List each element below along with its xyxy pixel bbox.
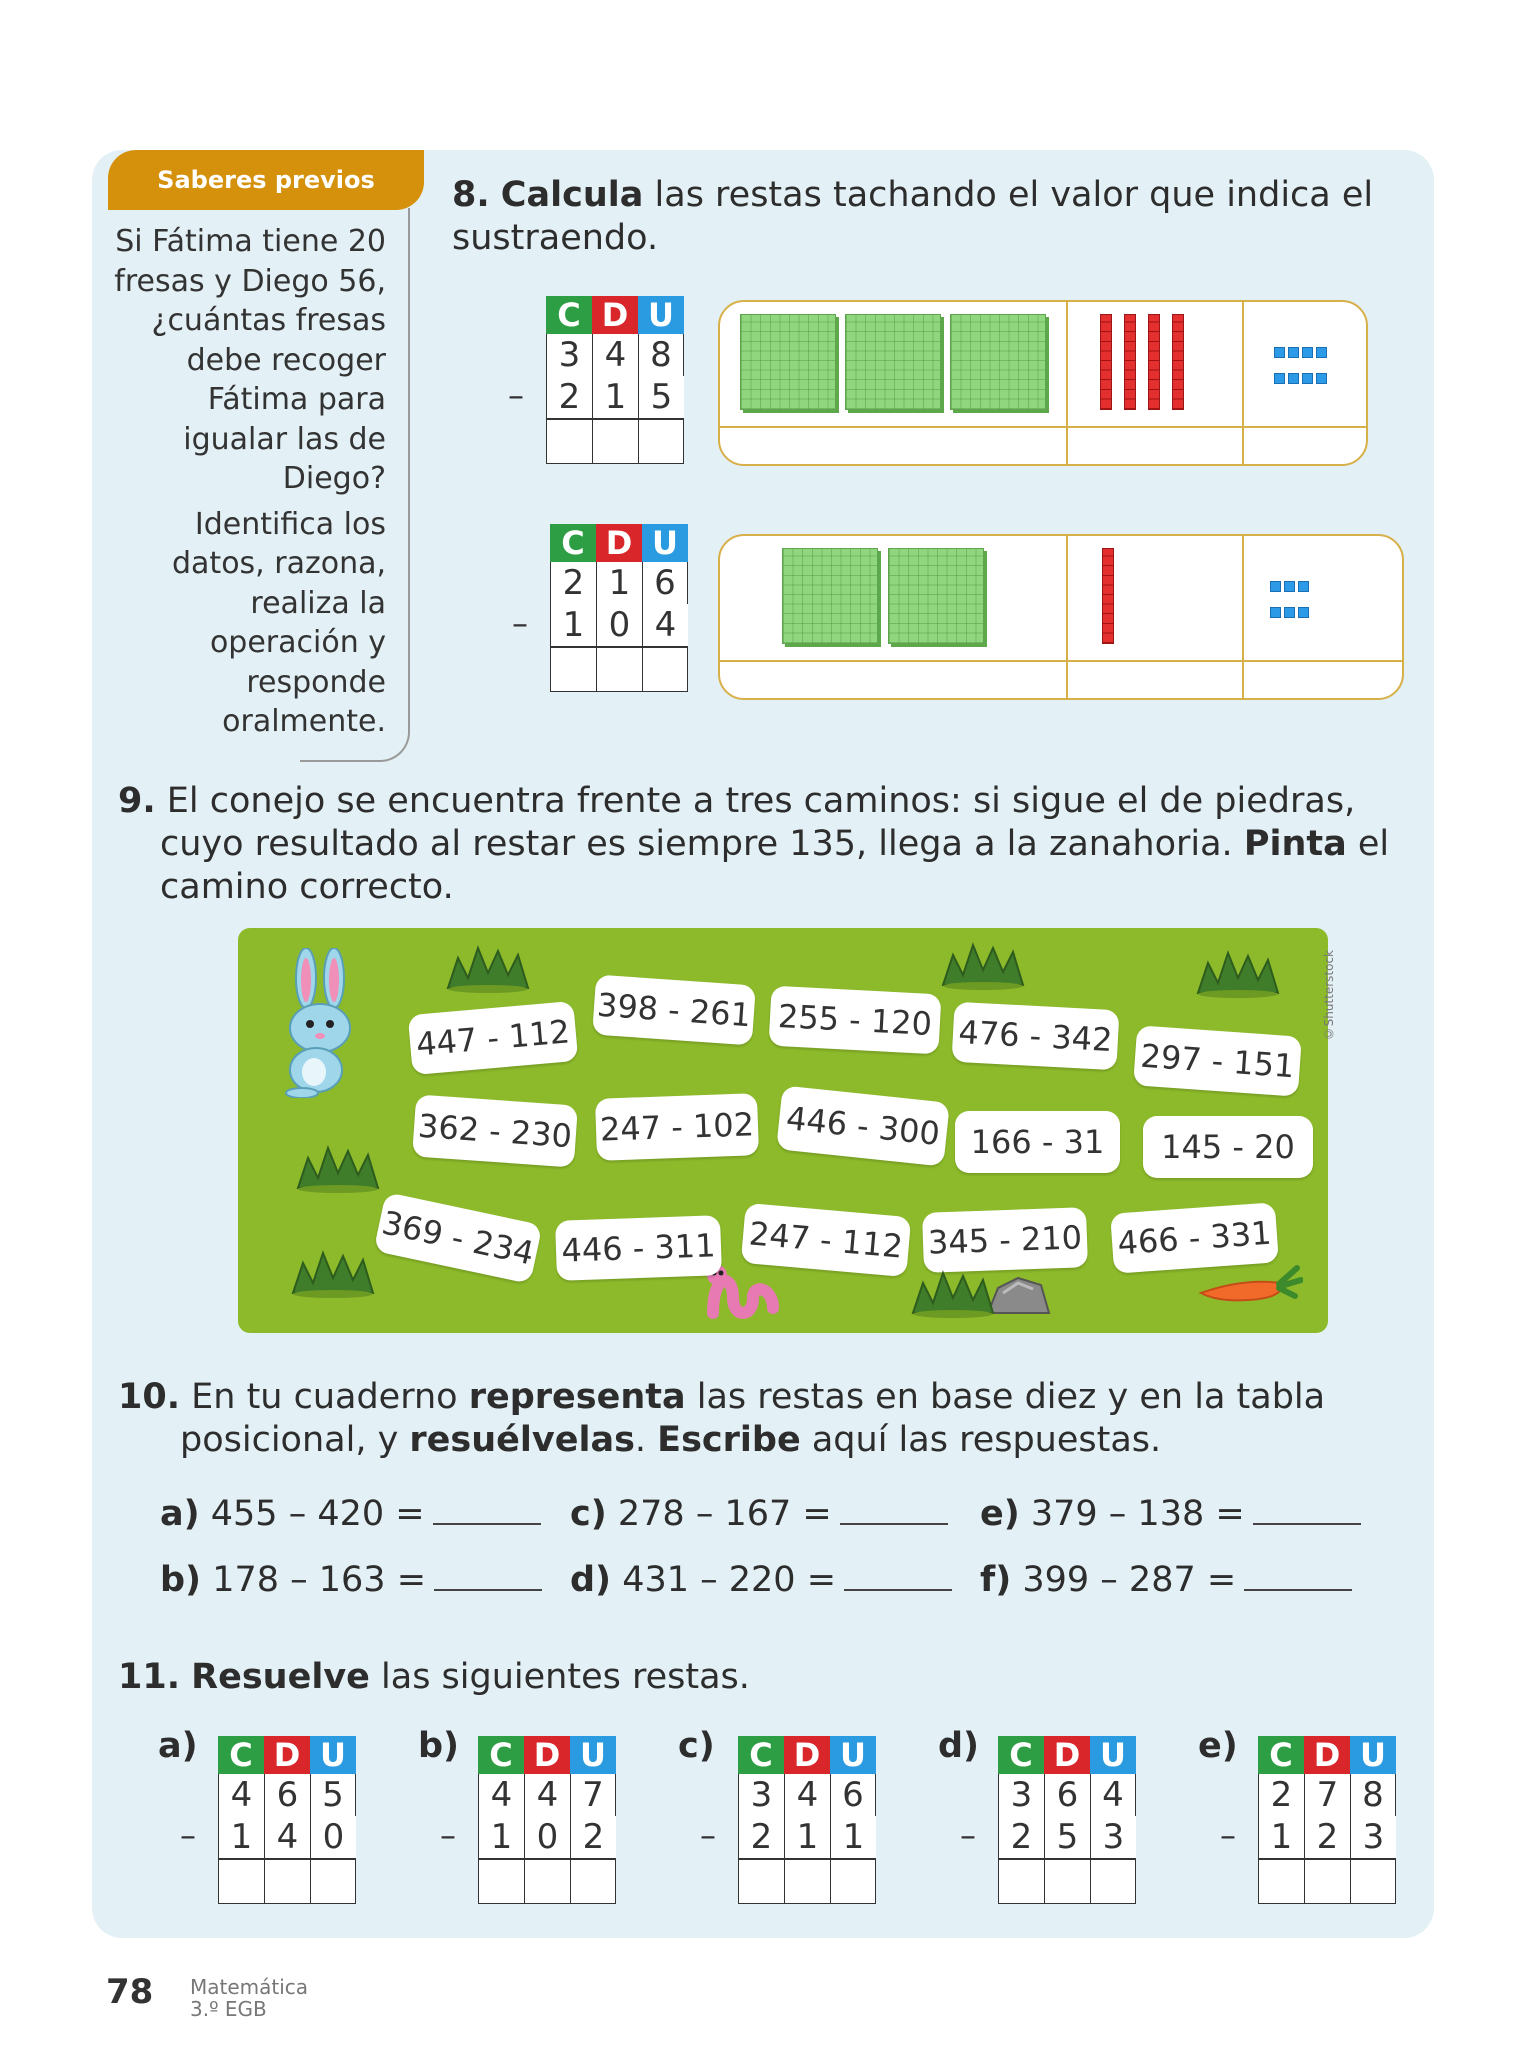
- ten-rod[interactable]: [1102, 548, 1114, 644]
- path-stone[interactable]: 247 - 102: [595, 1093, 759, 1161]
- result-cell[interactable]: [524, 1860, 570, 1904]
- minuend-digit: 4: [218, 1774, 264, 1816]
- bush-icon: [938, 940, 1028, 990]
- unit-cube[interactable]: [1288, 373, 1299, 384]
- unit-cube[interactable]: [1316, 347, 1327, 358]
- ex11-3-cdu-table: [960, 1736, 1136, 1904]
- minus-sign: –: [440, 1816, 456, 1854]
- subtrahend-digit: 1: [784, 1816, 830, 1858]
- ex11-item-letter: a): [158, 1726, 198, 1766]
- minuend-digit: 8: [1350, 1774, 1396, 1816]
- result-cell[interactable]: [830, 1860, 876, 1904]
- unit-cube[interactable]: [1270, 581, 1281, 592]
- minus-sign: –: [512, 604, 528, 642]
- result-cell[interactable]: [218, 1860, 264, 1904]
- item-letter: b): [160, 1560, 202, 1600]
- minuend-digit: 3: [546, 334, 592, 376]
- cdu-header-d: D: [1044, 1736, 1090, 1774]
- subtrahend-digit: 2: [998, 1816, 1044, 1858]
- hundred-flat[interactable]: [782, 548, 878, 644]
- subtraction-item: [980, 1494, 1361, 1534]
- cdu-header-u: U: [1350, 1736, 1396, 1774]
- minuend-digit: 3: [998, 1774, 1044, 1816]
- path-stone[interactable]: 345 - 210: [922, 1207, 1088, 1273]
- cdu-header-u: U: [830, 1736, 876, 1774]
- subtrahend-digit: 2: [738, 1816, 784, 1858]
- image-credit: ©Shutterstock: [1322, 950, 1336, 1041]
- unit-cube[interactable]: [1274, 373, 1285, 384]
- subtrahend-digit: 1: [218, 1816, 264, 1858]
- saberes-question: Si Fátima tiene 20 fresas y Diego 56, ¿cuántas fresas debe recoger Fátima para igualar las de Diego?: [114, 224, 386, 496]
- item-expression: 278 – 167 =: [617, 1494, 832, 1534]
- subtrahend-digit: 3: [1090, 1816, 1136, 1858]
- ex11-title: 11. Resuelve las siguientes restas.: [118, 1657, 750, 1697]
- page-number: 78: [106, 1972, 154, 2012]
- subtrahend-digit: 1: [478, 1816, 524, 1858]
- ten-rod[interactable]: [1100, 314, 1112, 410]
- unit-cube[interactable]: [1298, 581, 1309, 592]
- path-stone[interactable]: 398 - 261: [592, 974, 756, 1045]
- answer-blank[interactable]: [433, 1495, 541, 1525]
- cdu-header-u: U: [638, 296, 684, 334]
- item-expression: 379 – 138 =: [1030, 1494, 1245, 1534]
- saberes-instruction: Identifica los datos, razona, realiza la operación y responde oralmente.: [172, 506, 386, 739]
- cdu-header-c: C: [478, 1736, 524, 1774]
- path-stone[interactable]: 466 - 331: [1110, 1202, 1279, 1273]
- subtrahend-digit: 2: [1304, 1816, 1350, 1858]
- result-cell[interactable]: [570, 1860, 616, 1904]
- saberes-previos-text: [110, 222, 386, 742]
- cdu-header-c: C: [738, 1736, 784, 1774]
- subtrahend-digit: 1: [830, 1816, 876, 1858]
- ex11-2-cdu-table: [700, 1736, 876, 1904]
- minuend-digit: 6: [1044, 1774, 1090, 1816]
- result-cell[interactable]: [1044, 1860, 1090, 1904]
- ex11-item-letter: c): [678, 1726, 715, 1766]
- unit-cube[interactable]: [1302, 373, 1313, 384]
- subtrahend-digit: 4: [642, 604, 688, 646]
- minuend-digit: 2: [1258, 1774, 1304, 1816]
- result-cell[interactable]: [638, 420, 684, 464]
- cdu-header-u: U: [1090, 1736, 1136, 1774]
- result-cell[interactable]: [478, 1860, 524, 1904]
- subtraction-item: [160, 1494, 541, 1534]
- cdu-header-u: U: [570, 1736, 616, 1774]
- bush-icon: [288, 1248, 378, 1298]
- rabbit-icon: [268, 948, 368, 1098]
- item-letter: f): [980, 1560, 1012, 1600]
- ten-rod[interactable]: [1124, 314, 1136, 410]
- path-stone[interactable]: 446 - 300: [776, 1085, 950, 1166]
- result-cell[interactable]: [1304, 1860, 1350, 1904]
- path-stone[interactable]: 247 - 112: [741, 1203, 912, 1277]
- bush-icon: [908, 1268, 998, 1318]
- item-expression: 399 – 287 =: [1022, 1560, 1237, 1600]
- result-cell[interactable]: [310, 1860, 356, 1904]
- unit-cube[interactable]: [1270, 607, 1281, 618]
- hundred-flat[interactable]: [740, 314, 836, 410]
- hundred-flat[interactable]: [950, 314, 1046, 410]
- cdu-header-d: D: [1304, 1736, 1350, 1774]
- result-cell[interactable]: [550, 648, 596, 692]
- path-stone[interactable]: 476 - 342: [952, 1002, 1120, 1071]
- path-stone[interactable]: 297 - 151: [1133, 1025, 1302, 1096]
- ex11-item-letter: e): [1198, 1726, 1238, 1766]
- minuend-digit: 4: [592, 334, 638, 376]
- path-stone[interactable]: 446 - 311: [555, 1215, 722, 1281]
- result-cell[interactable]: [1350, 1860, 1396, 1904]
- cdu-header-u: U: [642, 524, 688, 562]
- cdu-header-c: C: [218, 1736, 264, 1774]
- minuend-digit: 3: [738, 1774, 784, 1816]
- item-letter: c): [570, 1494, 607, 1534]
- minuend-digit: 6: [642, 562, 688, 604]
- cdu-header-c: C: [1258, 1736, 1304, 1774]
- cdu-header-d: D: [264, 1736, 310, 1774]
- minus-sign: –: [180, 1816, 196, 1854]
- bush-icon: [443, 943, 533, 993]
- cdu-header-c: C: [550, 524, 596, 562]
- path-stone[interactable]: 362 - 230: [412, 1094, 578, 1167]
- cdu-header-d: D: [592, 296, 638, 334]
- answer-blank[interactable]: [434, 1561, 542, 1591]
- item-letter: e): [980, 1494, 1020, 1534]
- minuend-digit: 4: [1090, 1774, 1136, 1816]
- result-cell[interactable]: [592, 420, 638, 464]
- answer-blank[interactable]: [840, 1495, 948, 1525]
- item-letter: d): [570, 1560, 612, 1600]
- minuend-digit: 4: [478, 1774, 524, 1816]
- row-divider: [720, 660, 1402, 662]
- result-cell[interactable]: [642, 648, 688, 692]
- path-stone[interactable]: 145 - 20: [1143, 1116, 1313, 1178]
- result-cell[interactable]: [998, 1860, 1044, 1904]
- cdu-header-d: D: [784, 1736, 830, 1774]
- path-stone[interactable]: 447 - 112: [408, 1001, 579, 1075]
- unit-cube[interactable]: [1302, 347, 1313, 358]
- result-cell[interactable]: [1090, 1860, 1136, 1904]
- ex9-title: 9. El conejo se encuentra frente a tres caminos: si sigue el de piedras, cuyo resultado al restar es siempre 135, llega a la zanahoria. Pinta el camino correcto.: [118, 781, 1390, 907]
- unit-cube[interactable]: [1284, 581, 1295, 592]
- saberes-previos-tab: Saberes previos: [108, 150, 424, 210]
- item-expression: 431 – 220 =: [622, 1560, 837, 1600]
- result-cell[interactable]: [1258, 1860, 1304, 1904]
- minuend-digit: 7: [570, 1774, 616, 1816]
- result-cell[interactable]: [264, 1860, 310, 1904]
- subtrahend-digit: 1: [592, 376, 638, 418]
- unit-cube[interactable]: [1316, 373, 1327, 384]
- minuend-digit: 8: [638, 334, 684, 376]
- subtrahend-digit: 4: [264, 1816, 310, 1858]
- unit-cube[interactable]: [1288, 347, 1299, 358]
- ex11-item-letter: b): [418, 1726, 460, 1766]
- subtrahend-digit: 0: [596, 604, 642, 646]
- minus-sign: –: [700, 1816, 716, 1854]
- ex11-item-letter: d): [938, 1726, 980, 1766]
- column-divider: [1242, 302, 1244, 464]
- cdu-header-u: U: [310, 1736, 356, 1774]
- subtraction-item: [160, 1560, 542, 1600]
- row-divider: [720, 426, 1366, 428]
- subtrahend-digit: 0: [310, 1816, 356, 1858]
- subtrahend-digit: 5: [638, 376, 684, 418]
- answer-blank[interactable]: [844, 1561, 952, 1591]
- cdu-header-c: C: [546, 296, 592, 334]
- ex11-1-cdu-table: [440, 1736, 616, 1904]
- subtraction-item: [980, 1560, 1352, 1600]
- item-letter: a): [160, 1494, 200, 1534]
- result-cell[interactable]: [784, 1860, 830, 1904]
- cdu-header-d: D: [596, 524, 642, 562]
- answer-blank[interactable]: [1253, 1495, 1361, 1525]
- cdu-header-c: C: [998, 1736, 1044, 1774]
- subtrahend-digit: 1: [550, 604, 596, 646]
- item-expression: 455 – 420 =: [210, 1494, 425, 1534]
- path-stone[interactable]: 255 - 120: [769, 986, 942, 1055]
- unit-cube[interactable]: [1298, 607, 1309, 618]
- result-cell[interactable]: [596, 648, 642, 692]
- minus-sign: –: [960, 1816, 976, 1854]
- ex11-0-cdu-table: [180, 1736, 356, 1904]
- bush-icon: [1193, 948, 1283, 998]
- subtraction-item: [570, 1560, 952, 1600]
- unit-cube[interactable]: [1284, 607, 1295, 618]
- minus-sign: –: [1220, 1816, 1236, 1854]
- unit-cube[interactable]: [1274, 347, 1285, 358]
- footer-subject: Matemática 3.º EGB: [190, 1975, 309, 2021]
- ex10-title: 10. En tu cuaderno representa las restas en base diez y en la tabla posicional, y resuélvelas. Escribe aquí las respuestas.: [118, 1377, 1326, 1460]
- minuend-digit: 4: [524, 1774, 570, 1816]
- minuend-digit: 6: [830, 1774, 876, 1816]
- column-divider: [1066, 302, 1068, 464]
- ex8-0-cdu-table: [508, 296, 684, 464]
- minuend-digit: 7: [1304, 1774, 1350, 1816]
- path-stone[interactable]: 369 - 234: [374, 1192, 543, 1284]
- hundred-flat[interactable]: [845, 314, 941, 410]
- base-ten-blocks-box: [718, 300, 1368, 466]
- subtrahend-digit: 2: [546, 376, 592, 418]
- item-expression: 178 – 163 =: [212, 1560, 427, 1600]
- subtrahend-digit: 5: [1044, 1816, 1090, 1858]
- ex8-title: 8. Calcula las restas tachando el valor que indica el sustraendo.: [452, 175, 1374, 258]
- subtrahend-digit: 2: [570, 1816, 616, 1858]
- result-cell[interactable]: [546, 420, 592, 464]
- cdu-header-d: D: [524, 1736, 570, 1774]
- rabbit-path-game: [238, 928, 1328, 1333]
- minuend-digit: 5: [310, 1774, 356, 1816]
- ex11-4-cdu-table: [1220, 1736, 1396, 1904]
- subtrahend-digit: 0: [524, 1816, 570, 1858]
- subtrahend-digit: 1: [1258, 1816, 1304, 1858]
- ex8-1-cdu-table: [512, 524, 688, 692]
- bush-icon: [293, 1143, 383, 1193]
- path-stone[interactable]: 166 - 31: [955, 1111, 1120, 1173]
- subtraction-item: [570, 1494, 948, 1534]
- answer-blank[interactable]: [1244, 1561, 1352, 1591]
- base-ten-blocks-box: [718, 534, 1404, 700]
- minuend-digit: 1: [596, 562, 642, 604]
- ten-rod[interactable]: [1148, 314, 1160, 410]
- hundred-flat[interactable]: [888, 548, 984, 644]
- minuend-digit: 2: [550, 562, 596, 604]
- ten-rod[interactable]: [1172, 314, 1184, 410]
- minuend-digit: 4: [784, 1774, 830, 1816]
- minuend-digit: 6: [264, 1774, 310, 1816]
- column-divider: [1066, 536, 1068, 698]
- result-cell[interactable]: [738, 1860, 784, 1904]
- subtrahend-digit: 3: [1350, 1816, 1396, 1858]
- minus-sign: –: [508, 376, 524, 414]
- column-divider: [1242, 536, 1244, 698]
